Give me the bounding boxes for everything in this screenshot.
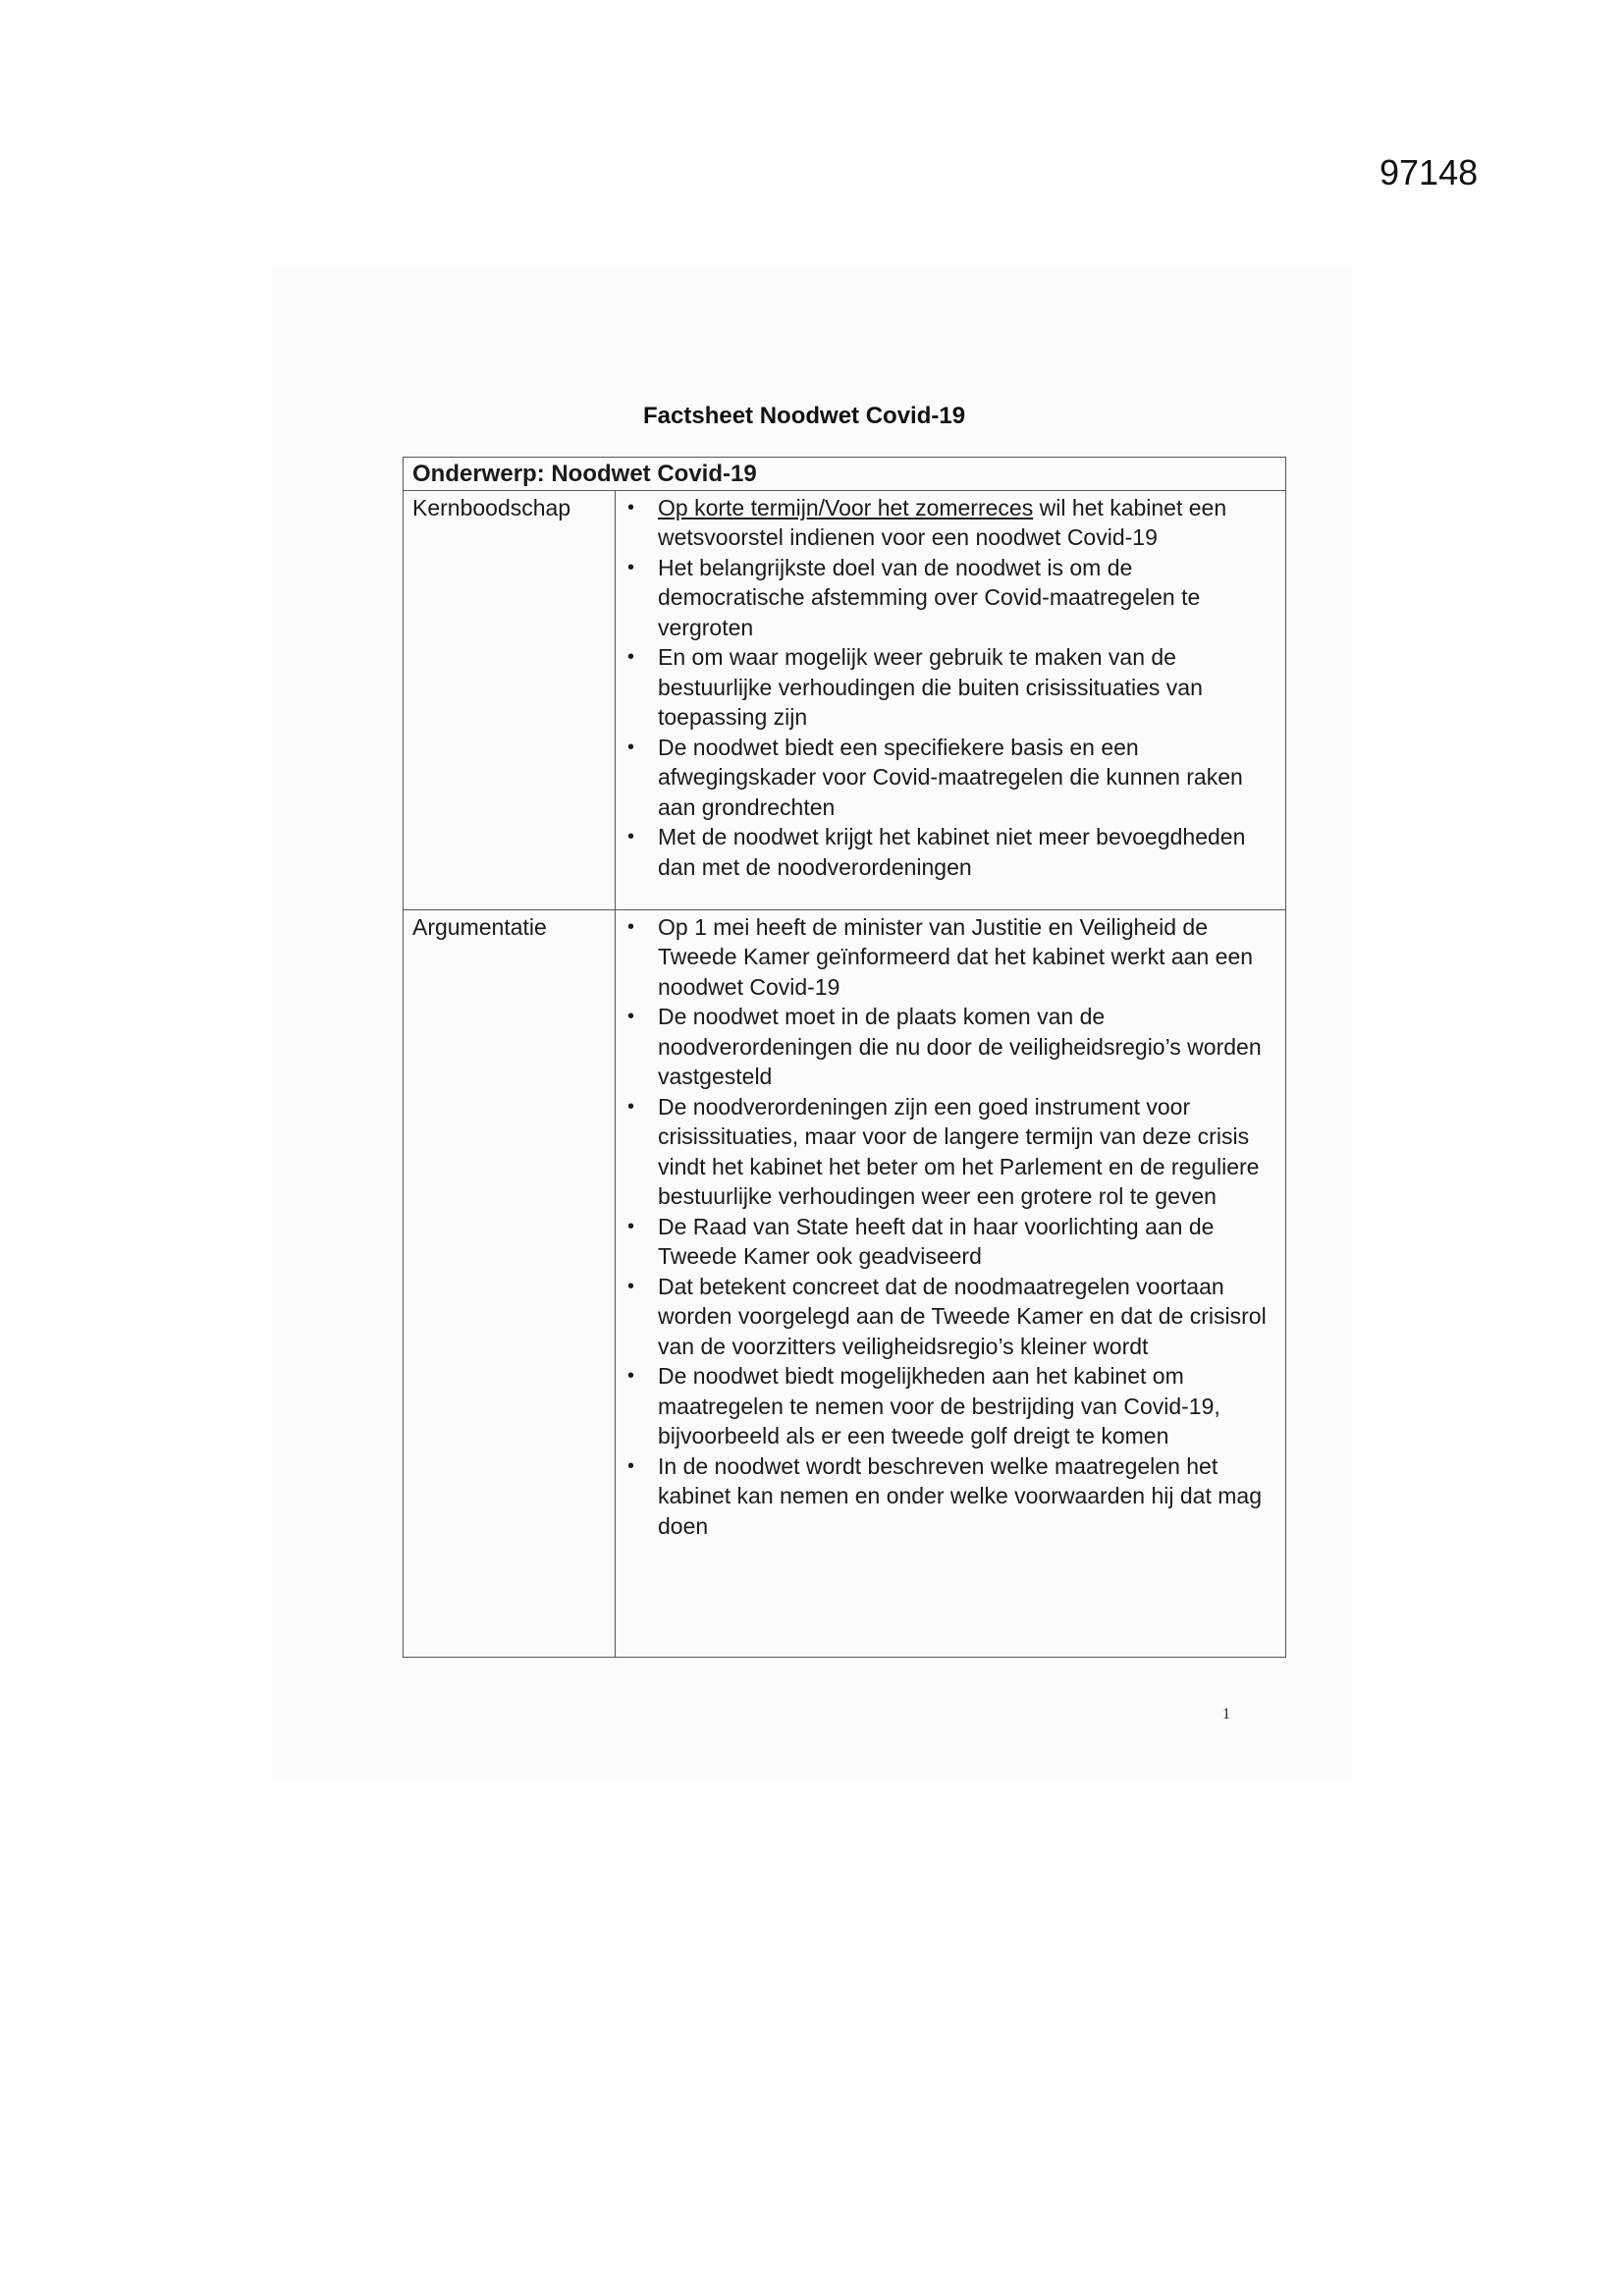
- subject-row: [404, 458, 1286, 491]
- row-label: Kernboodschap: [404, 490, 616, 909]
- row-content: [616, 909, 1286, 1657]
- subject-heading: Onderwerp: Noodwet Covid-19: [404, 458, 1286, 491]
- bullet-item: • En om waar mogelijk weer gebruik te maken van de bestuurlijke verhoudingen die buiten crisissituaties van toepassing zijn: [658, 642, 1277, 733]
- factsheet-table: [403, 457, 1286, 1658]
- bullet-item: • De noodverordeningen zijn een goed instrument voor crisissituaties, maar voor de langere termijn van deze crisis vindt het kabinet het beter om het Parlement en de reguliere bestuurlijke verhoudingen weer een grotere rol te geven: [658, 1092, 1277, 1212]
- bullet-item: • Op 1 mei heeft de minister van Justitie en Veiligheid de Tweede Kamer geïnformeerd dat het kabinet werkt aan een noodwet Covid-19: [658, 912, 1277, 1003]
- bullet-item: • De noodwet moet in de plaats komen van de noodverordeningen die nu door de veiligheidsregio’s worden vastgesteld: [658, 1002, 1277, 1092]
- bullet-item: • De noodwet biedt een specifiekere basis en een afwegingskader voor Covid-maatregelen die kunnen raken aan grondrechten: [658, 733, 1277, 823]
- page-number: 1: [1222, 1706, 1230, 1722]
- bullet-item: • In de noodwet wordt beschreven welke maatregelen het kabinet kan nemen en onder welke voorwaarden hij dat mag doen: [658, 1451, 1277, 1542]
- document-title: Factsheet Noodwet Covid-19: [643, 403, 966, 429]
- bullet-item: • Met de noodwet krijgt het kabinet niet meer bevoegdheden dan met de noodverordeningen: [658, 822, 1277, 882]
- bullet-item: [658, 493, 1277, 553]
- underlined-phrase: Op korte termijn/Voor het zomerreces: [658, 494, 1034, 520]
- bullet-item: • Dat betekent concreet dat de noodmaatregelen voortaan worden voorgelegd aan de Tweede Kamer en dat de crisisrol van de voorzitters veiligheidsregio’s kleiner wordt: [658, 1272, 1277, 1362]
- table-row-kernboodschap: [404, 490, 1286, 909]
- bullet-text: wil het kabinet een wetsvoorstel indienen voor een noodwet Covid-19: [658, 494, 1227, 550]
- row-label: Argumentatie: [404, 909, 616, 1657]
- row-content: [616, 490, 1286, 909]
- document-number: 97148: [1380, 152, 1479, 192]
- bullet-item: • De noodwet biedt mogelijkheden aan het kabinet om maatregelen te nemen voor de bestrijding van Covid-19, bijvoorbeeld als er een tweede golf dreigt te komen: [658, 1361, 1277, 1451]
- table-row-argumentatie: [404, 909, 1286, 1657]
- bullet-list: [616, 912, 1277, 1542]
- bullet-list: [616, 493, 1277, 883]
- bullet-item: • De Raad van State heeft dat in haar voorlichting aan de Tweede Kamer ook geadviseerd: [658, 1212, 1277, 1272]
- bullet-item: • Het belangrijkste doel van de noodwet is om de democratische afstemming over Covid-maatregelen te vergroten: [658, 553, 1277, 643]
